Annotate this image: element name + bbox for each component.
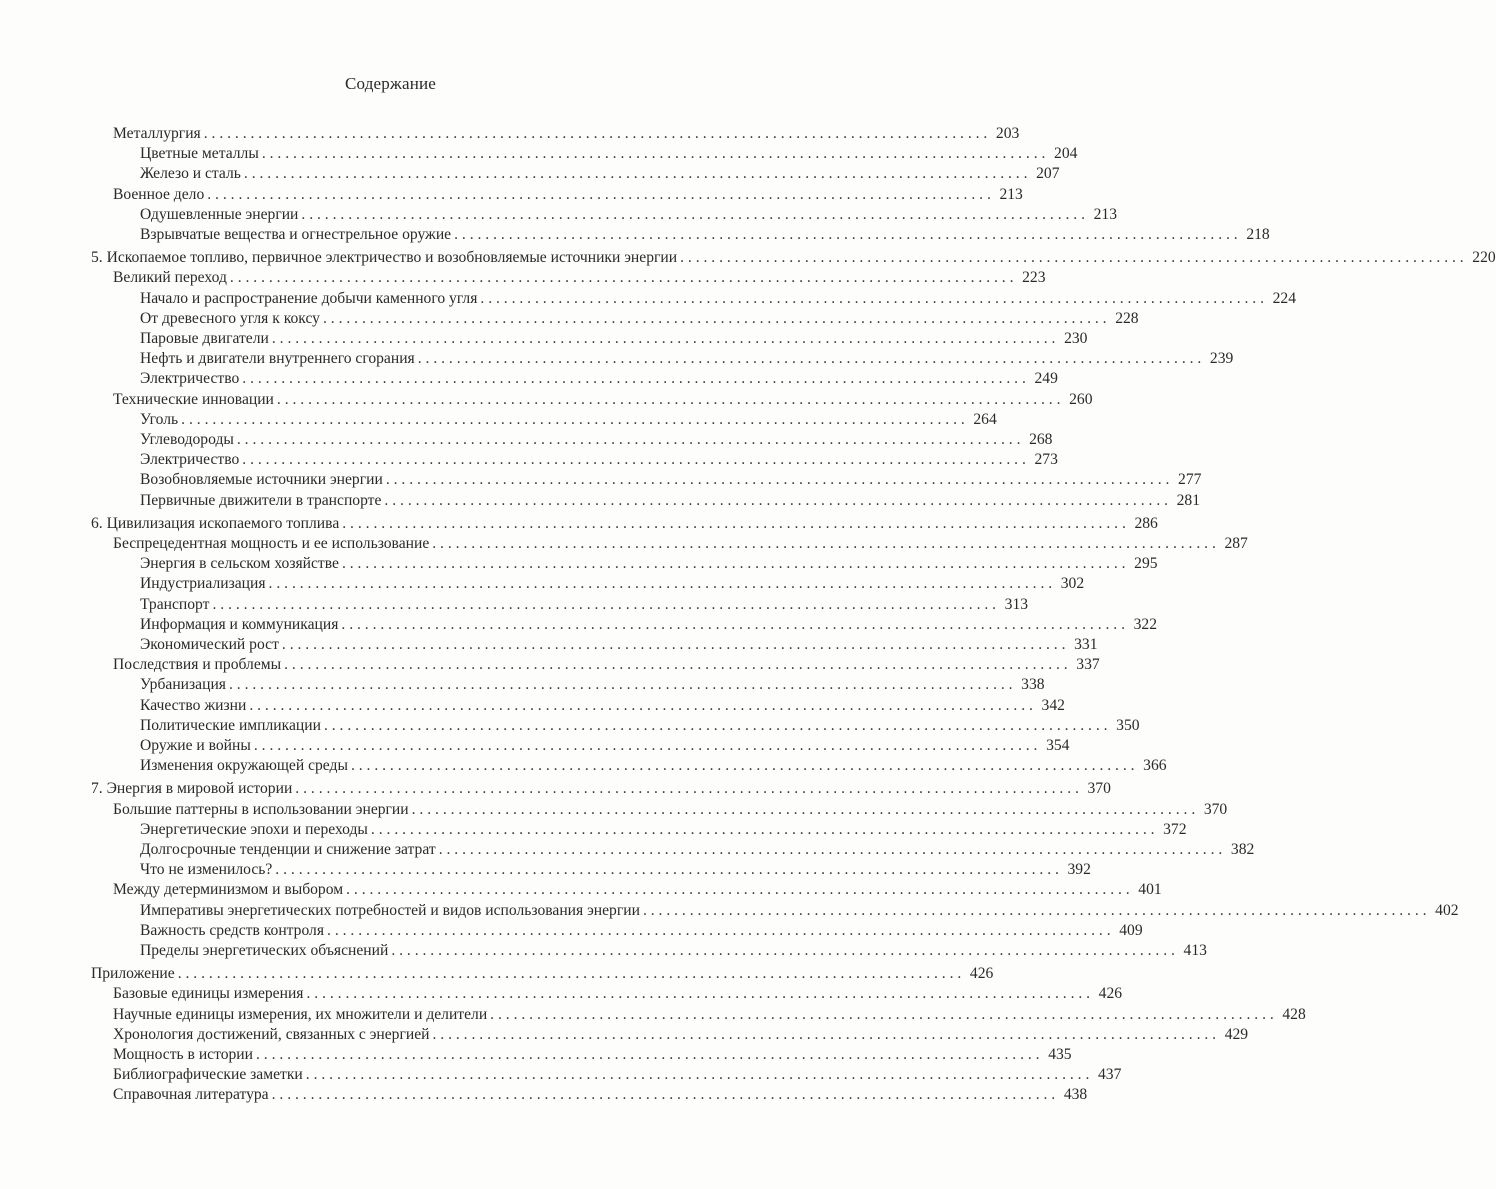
- toc-entry[interactable]: [140, 615, 1157, 635]
- dot-leader: [327, 921, 1111, 941]
- dot-leader: [178, 964, 962, 984]
- toc-entry[interactable]: [113, 1085, 1088, 1105]
- dot-leader: [272, 329, 1056, 349]
- page-title: Содержание: [344, 74, 437, 93]
- dot-leader: [454, 225, 1238, 245]
- toc-entry-page-number: 220: [1472, 249, 1496, 267]
- toc-entry-title: Первичные движители в транспорте: [140, 491, 382, 509]
- dot-leader: [490, 1005, 1274, 1025]
- dot-leader: [342, 514, 1126, 534]
- dot-leader: [275, 860, 1059, 880]
- dot-leader: [480, 289, 1264, 309]
- dot-leader: [284, 655, 1068, 675]
- dot-leader: [643, 901, 1427, 921]
- toc-entry-title: Справочная литература: [113, 1086, 269, 1104]
- toc-entry[interactable]: [113, 1005, 1306, 1025]
- toc-entry[interactable]: [113, 880, 1162, 900]
- toc-entry-title: Долгосрочные тенденции и снижение затрат: [140, 841, 436, 858]
- toc-entry-title: Транспорт: [140, 595, 210, 613]
- dot-leader: [212, 595, 996, 615]
- toc-entry[interactable]: [113, 1045, 1072, 1065]
- toc-entry[interactable]: [91, 514, 1158, 534]
- toc-entry-page-number: 437: [1097, 1066, 1122, 1084]
- dot-leader: [204, 124, 988, 144]
- toc-entry-title: Последствия и проблемы: [113, 656, 282, 674]
- toc-entry-page-number: 286: [1134, 514, 1158, 532]
- dot-leader: [346, 880, 1130, 900]
- dot-leader: [229, 675, 1013, 695]
- toc-entry-title: Большие паттерны в использовании энергии: [113, 800, 409, 818]
- toc-entry[interactable]: [113, 390, 1093, 410]
- toc-entry-page-number: 350: [1116, 716, 1140, 734]
- toc-entry-title: 5. Ископаемое топливо, первичное электричество и возобновляемые источники энергии: [91, 249, 678, 267]
- toc-entry-page-number: 372: [1163, 820, 1187, 838]
- toc-entry-page-number: 382: [1230, 841, 1255, 858]
- toc-entry-page-number: 203: [995, 125, 1020, 142]
- toc-entry-title: Энергия в сельском хозяйстве: [140, 555, 339, 573]
- toc-entry-title: Металлургия: [113, 125, 201, 142]
- dot-leader: [306, 984, 1090, 1004]
- dot-leader: [324, 716, 1108, 736]
- toc-entry-title: Качество жизни: [140, 696, 247, 714]
- toc-entry-page-number: 426: [969, 965, 994, 983]
- toc-entry[interactable]: [91, 248, 1496, 268]
- toc-entry[interactable]: [140, 736, 1070, 756]
- toc-entry-page-number: 342: [1041, 696, 1065, 714]
- dot-leader: [207, 185, 991, 205]
- toc-entry[interactable]: [113, 655, 1100, 675]
- toc-entry-page-number: 260: [1069, 390, 1093, 408]
- toc-entry-page-number: 392: [1067, 861, 1091, 879]
- toc-entry[interactable]: [140, 901, 1459, 921]
- dot-leader: [242, 369, 1026, 389]
- toc-entry-page-number: 401: [1138, 881, 1162, 899]
- toc-entry-title: Экономический рост: [140, 636, 279, 653]
- toc-entry-page-number: 295: [1134, 555, 1158, 573]
- toc-entry-page-number: 413: [1183, 942, 1207, 959]
- toc-entry-page-number: 322: [1133, 615, 1157, 633]
- toc-entry-title: Библиографические заметки: [113, 1066, 303, 1084]
- toc-entry-page-number: 268: [1029, 431, 1053, 448]
- toc-entry-title: Что не изменилось?: [140, 861, 273, 879]
- dot-leader: [272, 1085, 1056, 1105]
- dot-leader: [386, 470, 1170, 490]
- toc-entry[interactable]: [140, 941, 1207, 961]
- toc-entry[interactable]: [140, 554, 1158, 574]
- toc-entry[interactable]: [140, 491, 1201, 511]
- dot-leader: [256, 1045, 1040, 1065]
- toc-entry-page-number: 338: [1021, 676, 1045, 694]
- toc-entry-page-number: 281: [1176, 491, 1201, 509]
- dot-leader: [341, 615, 1125, 635]
- dot-leader: [351, 756, 1135, 776]
- toc-entry-page-number: 239: [1209, 350, 1234, 368]
- dot-leader: [269, 574, 1053, 594]
- toc-entry-title: От древесного угля к коксу: [140, 309, 320, 327]
- dot-leader: [254, 736, 1038, 756]
- toc-entry-title: Информация и коммуникация: [140, 615, 339, 633]
- toc-entry-page-number: 354: [1046, 737, 1070, 754]
- toc-entry-title: Изменения окружающей среды: [140, 757, 348, 775]
- toc-entry-title: Урбанизация: [140, 676, 226, 694]
- dot-leader: [342, 554, 1126, 574]
- toc-entry-title: Военное дело: [113, 185, 205, 203]
- toc-entry-page-number: 366: [1143, 757, 1167, 775]
- dot-leader: [242, 450, 1026, 470]
- toc-entry[interactable]: [140, 289, 1296, 309]
- toc-entry-page-number: 287: [1224, 535, 1248, 552]
- toc-entry-title: Между детерминизмом и выбором: [113, 881, 344, 899]
- toc-entry[interactable]: [140, 410, 997, 430]
- toc-entry-title: Взрывчатые вещества и огнестрельное оружие: [140, 226, 452, 243]
- toc-entry[interactable]: [140, 595, 1029, 615]
- dot-leader: [432, 1025, 1216, 1045]
- toc-entry[interactable]: [113, 800, 1228, 820]
- toc-entry[interactable]: [140, 716, 1140, 736]
- toc-entry-title: Научные единицы измерения, их множители и делители: [113, 1005, 488, 1023]
- toc-entry-page-number: 302: [1060, 575, 1085, 593]
- toc-entry-title: Важность средств контроля: [140, 921, 325, 939]
- dot-leader: [371, 820, 1155, 840]
- dot-leader: [249, 696, 1033, 716]
- toc-entry-title: Великий переход: [113, 269, 227, 287]
- dot-leader: [262, 144, 1046, 164]
- toc-entry[interactable]: [140, 921, 1143, 941]
- toc-entry[interactable]: [140, 450, 1058, 470]
- toc-entry[interactable]: [140, 144, 1078, 164]
- toc-entry-page-number: 313: [1004, 595, 1029, 613]
- toc-entry-page-number: 428: [1282, 1005, 1306, 1023]
- toc-entry-title: Индустриализация: [140, 575, 266, 593]
- toc-entry-title: Железо и сталь: [140, 165, 241, 183]
- dot-leader: [412, 800, 1196, 820]
- toc-entry-page-number: 438: [1063, 1086, 1088, 1104]
- dot-leader: [301, 205, 1085, 225]
- toc-entry-title: Пределы энергетических объяснений: [140, 942, 389, 959]
- toc-entry[interactable]: [140, 860, 1091, 880]
- toc-entry-page-number: 435: [1048, 1046, 1072, 1063]
- toc-entry[interactable]: [113, 1025, 1249, 1045]
- toc-entry-page-number: 277: [1178, 471, 1202, 489]
- toc-entry[interactable]: [140, 349, 1234, 369]
- toc-entry-title: Базовые единицы измерения: [113, 985, 304, 1003]
- toc-entry-page-number: 249: [1034, 370, 1058, 388]
- dot-leader: [295, 779, 1079, 799]
- toc-entry[interactable]: [113, 124, 1020, 144]
- toc-entry-title: Электричество: [140, 451, 240, 469]
- toc-entry-page-number: 213: [1093, 205, 1117, 223]
- toc-entry[interactable]: [140, 164, 1060, 184]
- toc-entry-title: Беспрецедентная мощность и ее использование: [113, 535, 430, 552]
- dot-leader: [230, 268, 1014, 288]
- toc-entry-page-number: 213: [999, 185, 1023, 203]
- dot-leader: [244, 164, 1028, 184]
- toc-entry[interactable]: [140, 369, 1058, 389]
- dot-leader: [277, 390, 1061, 410]
- toc-entry-page-number: 337: [1076, 656, 1100, 674]
- toc-entry[interactable]: [140, 470, 1202, 490]
- toc-entry[interactable]: [113, 185, 1023, 205]
- toc-entry[interactable]: [140, 430, 1053, 450]
- toc-entry-page-number: 429: [1224, 1025, 1249, 1043]
- toc-entry-page-number: 273: [1034, 451, 1058, 469]
- toc-entry-title: Политические импликации: [140, 716, 321, 734]
- toc-entry[interactable]: [140, 329, 1088, 349]
- toc-entry-title: Технические инновации: [113, 390, 274, 408]
- toc-entry-title: Цветные металлы: [140, 145, 259, 163]
- toc-entry[interactable]: [113, 534, 1248, 554]
- toc-entry-title: Возобновляемые источники энергии: [140, 471, 383, 489]
- toc-entry-page-number: 402: [1435, 901, 1459, 919]
- toc-entry-title: Мощность в истории: [113, 1046, 253, 1063]
- toc-entry-title: Одушевленные энергии: [140, 205, 299, 223]
- toc-entry-title: Начало и распространение добычи каменного угля: [140, 289, 478, 307]
- dot-leader: [439, 840, 1223, 860]
- toc-entry-title: 7. Энергия в мировой истории: [91, 780, 293, 798]
- dot-leader: [432, 534, 1216, 554]
- toc-entry-page-number: 426: [1098, 985, 1123, 1003]
- toc-entry[interactable]: [140, 820, 1187, 840]
- toc-entry-title: Уголь: [140, 410, 179, 428]
- toc-entry[interactable]: [140, 225, 1270, 245]
- toc-entry[interactable]: [113, 984, 1123, 1004]
- dot-leader: [306, 1065, 1090, 1085]
- dot-leader: [680, 248, 1464, 268]
- toc-entry[interactable]: [140, 574, 1085, 594]
- toc-entry[interactable]: [113, 1065, 1122, 1085]
- dot-leader: [418, 349, 1202, 369]
- toc-entry-page-number: 264: [973, 410, 997, 428]
- toc-entry[interactable]: [91, 779, 1111, 799]
- toc-entry-title: 6. Цивилизация ископаемого топлива: [91, 514, 340, 532]
- toc-entry-page-number: 370: [1087, 780, 1111, 798]
- toc-entry[interactable]: [91, 964, 994, 984]
- toc-entry[interactable]: [140, 756, 1167, 776]
- dot-leader: [237, 430, 1021, 450]
- toc-entry-title: Электричество: [140, 370, 240, 388]
- toc-entry-page-number: 218: [1246, 226, 1270, 243]
- toc-entry-page-number: 223: [1022, 269, 1046, 287]
- toc-entry[interactable]: [140, 309, 1139, 329]
- toc-entry-page-number: 204: [1054, 145, 1078, 163]
- toc-entry-page-number: 409: [1119, 921, 1143, 939]
- toc-entry-title: Оружие и войны: [140, 737, 251, 754]
- toc-entry[interactable]: [140, 635, 1098, 655]
- toc-entry-title: Паровые двигатели: [140, 330, 269, 347]
- toc-entry-page-number: 207: [1036, 165, 1060, 183]
- toc-entry[interactable]: [140, 696, 1065, 716]
- toc-entry[interactable]: [140, 675, 1045, 695]
- toc-entry-title: Хронология достижений, связанных с энергией: [113, 1025, 430, 1043]
- toc-entry-page-number: 230: [1064, 330, 1088, 347]
- dot-leader: [391, 941, 1175, 961]
- toc-entry-title: Приложение: [91, 965, 175, 983]
- dot-leader: [181, 410, 965, 430]
- dot-leader: [323, 309, 1107, 329]
- toc-entry[interactable]: [140, 205, 1117, 225]
- toc-entry-page-number: 228: [1115, 309, 1139, 327]
- dot-leader: [384, 491, 1168, 511]
- toc-entry-title: Нефть и двигатели внутреннего сгорания: [140, 350, 415, 368]
- toc-entry-title: Углеводороды: [140, 431, 234, 448]
- dot-leader: [282, 635, 1066, 655]
- toc-entry-title: Энергетические эпохи и переходы: [140, 820, 368, 838]
- toc-entry[interactable]: [113, 268, 1046, 288]
- toc-entry[interactable]: [140, 840, 1255, 860]
- toc-entry-page-number: 224: [1272, 289, 1296, 307]
- toc-entry-page-number: 370: [1203, 800, 1228, 818]
- toc-entry-page-number: 331: [1074, 636, 1098, 653]
- toc-entry-title: Императивы энергетических потребностей и видов использования энергии: [140, 901, 640, 919]
